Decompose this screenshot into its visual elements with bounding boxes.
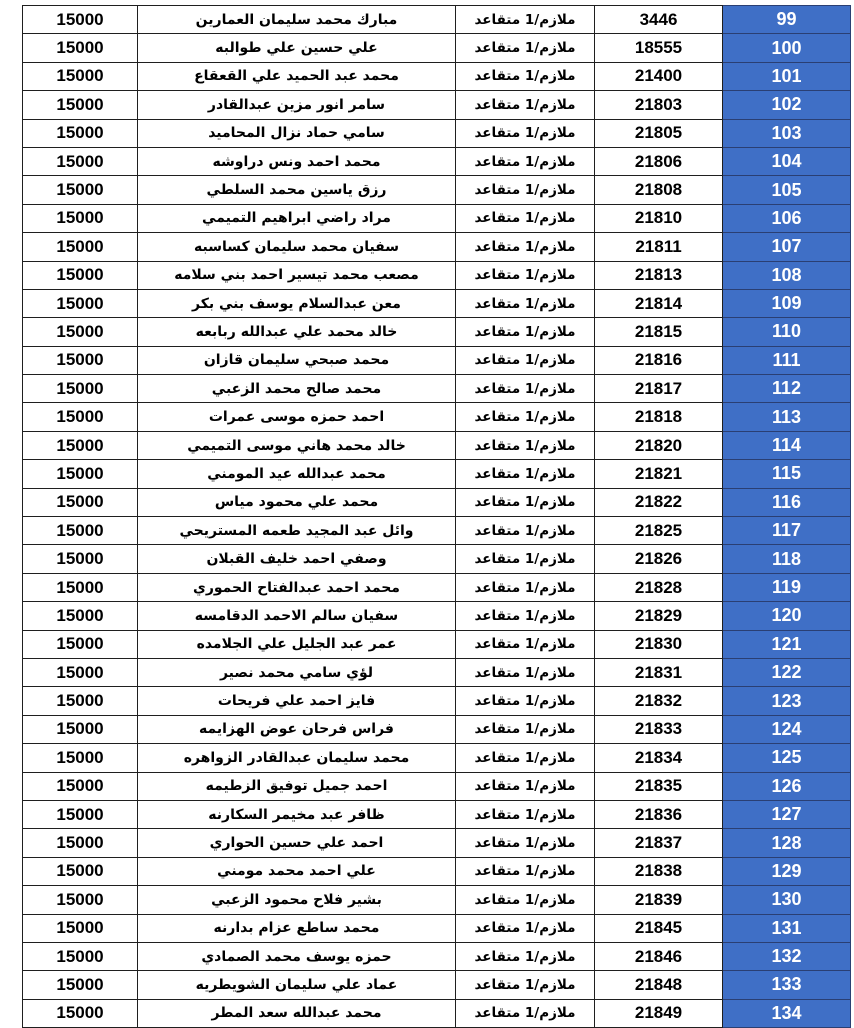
sequence-number-cell[interactable]: 99 bbox=[723, 6, 851, 34]
amount-cell[interactable]: 15000 bbox=[23, 147, 138, 175]
amount-cell[interactable]: 15000 bbox=[23, 460, 138, 488]
rank-cell[interactable]: ملازم/1 متقاعد bbox=[456, 971, 595, 999]
amount-cell[interactable]: 15000 bbox=[23, 857, 138, 885]
sequence-number-cell[interactable]: 120 bbox=[723, 602, 851, 630]
table-row bbox=[23, 488, 851, 516]
amount-cell[interactable]: 15000 bbox=[23, 34, 138, 62]
rank-cell[interactable]: ملازم/1 متقاعد bbox=[456, 119, 595, 147]
id-number-cell[interactable]: 21822 bbox=[595, 488, 723, 516]
name-cell[interactable]: خالد محمد علي عبدالله ربابعه bbox=[138, 318, 456, 346]
name-cell[interactable]: سامي حماد نزال المحاميد bbox=[138, 119, 456, 147]
name-cell[interactable]: وائل عبد المجيد طعمه المستريحي bbox=[138, 517, 456, 545]
table-row bbox=[23, 6, 851, 34]
rank-cell[interactable]: ملازم/1 متقاعد bbox=[456, 289, 595, 317]
sequence-number-cell[interactable]: 100 bbox=[723, 34, 851, 62]
id-number-cell[interactable]: 21814 bbox=[595, 289, 723, 317]
id-number-cell[interactable]: 21848 bbox=[595, 971, 723, 999]
amount-cell[interactable]: 15000 bbox=[23, 318, 138, 346]
table-row bbox=[23, 602, 851, 630]
rank-cell[interactable]: ملازم/1 متقاعد bbox=[456, 829, 595, 857]
rank-cell[interactable]: ملازم/1 متقاعد bbox=[456, 91, 595, 119]
name-cell[interactable]: محمد عبدالله سعد المطر bbox=[138, 999, 456, 1027]
rank-cell[interactable]: ملازم/1 متقاعد bbox=[456, 261, 595, 289]
amount-cell[interactable]: 15000 bbox=[23, 431, 138, 459]
sequence-number-cell[interactable]: 104 bbox=[723, 147, 851, 175]
id-number-cell[interactable]: 21836 bbox=[595, 800, 723, 828]
name-cell[interactable]: لؤي سامي محمد نصير bbox=[138, 658, 456, 686]
rank-cell[interactable]: ملازم/1 متقاعد bbox=[456, 800, 595, 828]
sequence-number-cell[interactable]: 133 bbox=[723, 971, 851, 999]
table-row bbox=[23, 460, 851, 488]
name-cell[interactable]: محمد سليمان عبدالقادر الزواهره bbox=[138, 744, 456, 772]
sequence-number-cell[interactable]: 108 bbox=[723, 261, 851, 289]
sequence-number-cell[interactable]: 106 bbox=[723, 204, 851, 232]
amount-cell[interactable]: 15000 bbox=[23, 62, 138, 90]
sequence-number-cell[interactable]: 101 bbox=[723, 62, 851, 90]
amount-cell[interactable]: 15000 bbox=[23, 942, 138, 970]
amount-cell[interactable]: 15000 bbox=[23, 6, 138, 34]
rank-cell[interactable]: ملازم/1 متقاعد bbox=[456, 744, 595, 772]
rank-cell[interactable]: ملازم/1 متقاعد bbox=[456, 602, 595, 630]
name-cell[interactable]: محمد عبدالله عيد المومني bbox=[138, 460, 456, 488]
name-cell[interactable]: مراد راضي ابراهيم التميمي bbox=[138, 204, 456, 232]
rank-cell[interactable]: ملازم/1 متقاعد bbox=[456, 857, 595, 885]
amount-cell[interactable]: 15000 bbox=[23, 375, 138, 403]
rank-cell[interactable]: ملازم/1 متقاعد bbox=[456, 375, 595, 403]
sequence-number-cell[interactable]: 119 bbox=[723, 573, 851, 601]
name-cell[interactable]: عماد علي سليمان الشويطريه bbox=[138, 971, 456, 999]
table-row bbox=[23, 233, 851, 261]
name-cell[interactable]: معن عبدالسلام يوسف بني بكر bbox=[138, 289, 456, 317]
name-cell[interactable]: محمد احمد عبدالفتاح الحموري bbox=[138, 573, 456, 601]
amount-cell[interactable]: 15000 bbox=[23, 602, 138, 630]
name-cell[interactable]: مبارك محمد سليمان العمارين bbox=[138, 6, 456, 34]
rank-cell[interactable]: ملازم/1 متقاعد bbox=[456, 204, 595, 232]
rank-cell[interactable]: ملازم/1 متقاعد bbox=[456, 62, 595, 90]
sequence-number-cell[interactable]: 109 bbox=[723, 289, 851, 317]
table-row bbox=[23, 375, 851, 403]
name-cell[interactable]: علي حسين علي طوالبه bbox=[138, 34, 456, 62]
id-number-cell[interactable]: 21832 bbox=[595, 687, 723, 715]
table-row bbox=[23, 34, 851, 62]
table-row bbox=[23, 971, 851, 999]
sequence-number-cell[interactable]: 114 bbox=[723, 431, 851, 459]
rank-cell[interactable]: ملازم/1 متقاعد bbox=[456, 630, 595, 658]
sequence-number-cell[interactable]: 102 bbox=[723, 91, 851, 119]
sequence-number-cell[interactable]: 125 bbox=[723, 744, 851, 772]
id-number-cell[interactable]: 21830 bbox=[595, 630, 723, 658]
table-row bbox=[23, 204, 851, 232]
id-number-cell[interactable]: 21845 bbox=[595, 914, 723, 942]
rank-cell[interactable]: ملازم/1 متقاعد bbox=[456, 658, 595, 686]
sequence-number-cell[interactable]: 122 bbox=[723, 658, 851, 686]
table-row bbox=[23, 261, 851, 289]
id-number-cell[interactable]: 21817 bbox=[595, 375, 723, 403]
name-cell[interactable]: حمزه يوسف محمد الصمادي bbox=[138, 942, 456, 970]
amount-cell[interactable]: 15000 bbox=[23, 630, 138, 658]
rank-cell[interactable]: ملازم/1 متقاعد bbox=[456, 573, 595, 601]
sequence-number-cell[interactable]: 110 bbox=[723, 318, 851, 346]
id-number-cell[interactable]: 21834 bbox=[595, 744, 723, 772]
table-row bbox=[23, 545, 851, 573]
table-row bbox=[23, 914, 851, 942]
id-number-cell[interactable]: 21828 bbox=[595, 573, 723, 601]
name-cell[interactable]: احمد علي حسين الحواري bbox=[138, 829, 456, 857]
amount-cell[interactable]: 15000 bbox=[23, 744, 138, 772]
amount-cell[interactable]: 15000 bbox=[23, 914, 138, 942]
name-cell[interactable]: سفيان محمد سليمان كساسبه bbox=[138, 233, 456, 261]
rank-cell[interactable]: ملازم/1 متقاعد bbox=[456, 147, 595, 175]
id-number-cell[interactable]: 21805 bbox=[595, 119, 723, 147]
id-number-cell[interactable]: 21838 bbox=[595, 857, 723, 885]
amount-cell[interactable]: 15000 bbox=[23, 545, 138, 573]
amount-cell[interactable]: 15000 bbox=[23, 886, 138, 914]
id-number-cell[interactable]: 21831 bbox=[595, 658, 723, 686]
amount-cell[interactable]: 15000 bbox=[23, 289, 138, 317]
table-row bbox=[23, 176, 851, 204]
table-row bbox=[23, 829, 851, 857]
name-cell[interactable]: سامر انور مزين عبدالقادر bbox=[138, 91, 456, 119]
amount-cell[interactable]: 15000 bbox=[23, 517, 138, 545]
sequence-number-cell[interactable]: 107 bbox=[723, 233, 851, 261]
id-number-cell[interactable]: 21849 bbox=[595, 999, 723, 1027]
table-row bbox=[23, 119, 851, 147]
sequence-number-cell[interactable]: 128 bbox=[723, 829, 851, 857]
sequence-number-cell[interactable]: 134 bbox=[723, 999, 851, 1027]
rank-cell[interactable]: ملازم/1 متقاعد bbox=[456, 772, 595, 800]
name-cell[interactable]: وصفي احمد خليف القبلان bbox=[138, 545, 456, 573]
id-number-cell[interactable]: 21813 bbox=[595, 261, 723, 289]
rank-cell[interactable]: ملازم/1 متقاعد bbox=[456, 34, 595, 62]
sequence-number-cell[interactable]: 113 bbox=[723, 403, 851, 431]
name-cell[interactable]: محمد عبد الحميد علي القعقاع bbox=[138, 62, 456, 90]
table-row bbox=[23, 800, 851, 828]
id-number-cell[interactable]: 21400 bbox=[595, 62, 723, 90]
name-cell[interactable]: فراس فرحان عوض الهزايمه bbox=[138, 715, 456, 743]
rank-cell[interactable]: ملازم/1 متقاعد bbox=[456, 6, 595, 34]
id-number-cell[interactable]: 21820 bbox=[595, 431, 723, 459]
amount-cell[interactable]: 15000 bbox=[23, 658, 138, 686]
table-row bbox=[23, 630, 851, 658]
id-number-cell[interactable]: 21837 bbox=[595, 829, 723, 857]
table-row bbox=[23, 857, 851, 885]
name-cell[interactable]: سفيان سالم الاحمد الدقامسه bbox=[138, 602, 456, 630]
rank-cell[interactable]: ملازم/1 متقاعد bbox=[456, 346, 595, 374]
name-cell[interactable]: رزق ياسين محمد السلطي bbox=[138, 176, 456, 204]
table-row bbox=[23, 403, 851, 431]
table-row bbox=[23, 62, 851, 90]
name-cell[interactable]: محمد احمد ونس دراوشه bbox=[138, 147, 456, 175]
id-number-cell[interactable]: 21818 bbox=[595, 403, 723, 431]
rank-cell[interactable]: ملازم/1 متقاعد bbox=[456, 233, 595, 261]
id-number-cell[interactable]: 21810 bbox=[595, 204, 723, 232]
sequence-number-cell[interactable]: 123 bbox=[723, 687, 851, 715]
amount-cell[interactable]: 15000 bbox=[23, 204, 138, 232]
amount-cell[interactable]: 15000 bbox=[23, 346, 138, 374]
sequence-number-cell[interactable]: 130 bbox=[723, 886, 851, 914]
amount-cell[interactable]: 15000 bbox=[23, 233, 138, 261]
id-number-cell[interactable]: 21806 bbox=[595, 147, 723, 175]
table-row bbox=[23, 744, 851, 772]
id-number-cell[interactable]: 3446 bbox=[595, 6, 723, 34]
rank-cell[interactable]: ملازم/1 متقاعد bbox=[456, 715, 595, 743]
id-number-cell[interactable]: 21821 bbox=[595, 460, 723, 488]
rank-cell[interactable]: ملازم/1 متقاعد bbox=[456, 403, 595, 431]
amount-cell[interactable]: 15000 bbox=[23, 261, 138, 289]
rank-cell[interactable]: ملازم/1 متقاعد bbox=[456, 488, 595, 516]
id-number-cell[interactable]: 21846 bbox=[595, 942, 723, 970]
table-row bbox=[23, 517, 851, 545]
amount-cell[interactable]: 15000 bbox=[23, 800, 138, 828]
table-row bbox=[23, 687, 851, 715]
rank-cell[interactable]: ملازم/1 متقاعد bbox=[456, 942, 595, 970]
id-number-cell[interactable]: 21811 bbox=[595, 233, 723, 261]
amount-cell[interactable]: 15000 bbox=[23, 687, 138, 715]
name-cell[interactable]: ظافر عبد مخيمر السكارنه bbox=[138, 800, 456, 828]
amount-cell[interactable]: 15000 bbox=[23, 176, 138, 204]
amount-cell[interactable]: 15000 bbox=[23, 829, 138, 857]
table-body bbox=[23, 6, 851, 1028]
rank-cell[interactable]: ملازم/1 متقاعد bbox=[456, 431, 595, 459]
id-number-cell[interactable]: 18555 bbox=[595, 34, 723, 62]
id-number-cell[interactable]: 21826 bbox=[595, 545, 723, 573]
sequence-number-cell[interactable]: 116 bbox=[723, 488, 851, 516]
amount-cell[interactable]: 15000 bbox=[23, 119, 138, 147]
name-cell[interactable]: محمد صبحي سليمان قازان bbox=[138, 346, 456, 374]
name-cell[interactable]: بشير فلاح محمود الزعبي bbox=[138, 886, 456, 914]
id-number-cell[interactable]: 21829 bbox=[595, 602, 723, 630]
table-row bbox=[23, 147, 851, 175]
sequence-number-cell[interactable]: 131 bbox=[723, 914, 851, 942]
sequence-number-cell[interactable]: 111 bbox=[723, 346, 851, 374]
id-number-cell[interactable]: 21833 bbox=[595, 715, 723, 743]
id-number-cell[interactable]: 21803 bbox=[595, 91, 723, 119]
name-cell[interactable]: مصعب محمد تيسير احمد بني سلامه bbox=[138, 261, 456, 289]
amount-cell[interactable]: 15000 bbox=[23, 488, 138, 516]
table-row bbox=[23, 431, 851, 459]
amount-cell[interactable]: 15000 bbox=[23, 772, 138, 800]
rank-cell[interactable]: ملازم/1 متقاعد bbox=[456, 999, 595, 1027]
amount-cell[interactable]: 15000 bbox=[23, 715, 138, 743]
retirees-table bbox=[22, 5, 851, 1028]
id-number-cell[interactable]: 21839 bbox=[595, 886, 723, 914]
id-number-cell[interactable]: 21808 bbox=[595, 176, 723, 204]
name-cell[interactable]: محمد ساطع عزام بدارنه bbox=[138, 914, 456, 942]
sequence-number-cell[interactable]: 105 bbox=[723, 176, 851, 204]
name-cell[interactable]: محمد صالح محمد الزعبي bbox=[138, 375, 456, 403]
sequence-number-cell[interactable]: 103 bbox=[723, 119, 851, 147]
amount-cell[interactable]: 15000 bbox=[23, 971, 138, 999]
name-cell[interactable]: علي احمد محمد مومني bbox=[138, 857, 456, 885]
rank-cell[interactable]: ملازم/1 متقاعد bbox=[456, 460, 595, 488]
sequence-number-cell[interactable]: 115 bbox=[723, 460, 851, 488]
table-row bbox=[23, 942, 851, 970]
name-cell[interactable]: احمد جميل توفيق الزطيمه bbox=[138, 772, 456, 800]
table-row bbox=[23, 318, 851, 346]
name-cell[interactable]: احمد حمزه موسى عمرات bbox=[138, 403, 456, 431]
table-row bbox=[23, 658, 851, 686]
rank-cell[interactable]: ملازم/1 متقاعد bbox=[456, 318, 595, 346]
table-row bbox=[23, 999, 851, 1027]
name-cell[interactable]: محمد علي محمود مياس bbox=[138, 488, 456, 516]
table-row bbox=[23, 772, 851, 800]
table-row bbox=[23, 346, 851, 374]
rank-cell[interactable]: ملازم/1 متقاعد bbox=[456, 687, 595, 715]
rank-cell[interactable]: ملازم/1 متقاعد bbox=[456, 545, 595, 573]
sequence-number-cell[interactable]: 121 bbox=[723, 630, 851, 658]
name-cell[interactable]: عمر عبد الجليل علي الجلامده bbox=[138, 630, 456, 658]
amount-cell[interactable]: 15000 bbox=[23, 91, 138, 119]
id-number-cell[interactable]: 21816 bbox=[595, 346, 723, 374]
id-number-cell[interactable]: 21815 bbox=[595, 318, 723, 346]
name-cell[interactable]: فايز احمد علي فريحات bbox=[138, 687, 456, 715]
sequence-number-cell[interactable]: 124 bbox=[723, 715, 851, 743]
rank-cell[interactable]: ملازم/1 متقاعد bbox=[456, 914, 595, 942]
sequence-number-cell[interactable]: 126 bbox=[723, 772, 851, 800]
sequence-number-cell[interactable]: 127 bbox=[723, 800, 851, 828]
rank-cell[interactable]: ملازم/1 متقاعد bbox=[456, 517, 595, 545]
amount-cell[interactable]: 15000 bbox=[23, 573, 138, 601]
amount-cell[interactable]: 15000 bbox=[23, 999, 138, 1027]
sequence-number-cell[interactable]: 132 bbox=[723, 942, 851, 970]
sequence-number-cell[interactable]: 118 bbox=[723, 545, 851, 573]
sequence-number-cell[interactable]: 129 bbox=[723, 857, 851, 885]
id-number-cell[interactable]: 21835 bbox=[595, 772, 723, 800]
id-number-cell[interactable]: 21825 bbox=[595, 517, 723, 545]
name-cell[interactable]: خالد محمد هاني موسى التميمي bbox=[138, 431, 456, 459]
table-row bbox=[23, 91, 851, 119]
table-row bbox=[23, 289, 851, 317]
table-row bbox=[23, 715, 851, 743]
sequence-number-cell[interactable]: 112 bbox=[723, 375, 851, 403]
amount-cell[interactable]: 15000 bbox=[23, 403, 138, 431]
table-row bbox=[23, 573, 851, 601]
rank-cell[interactable]: ملازم/1 متقاعد bbox=[456, 176, 595, 204]
table-row bbox=[23, 886, 851, 914]
rank-cell[interactable]: ملازم/1 متقاعد bbox=[456, 886, 595, 914]
sequence-number-cell[interactable]: 117 bbox=[723, 517, 851, 545]
